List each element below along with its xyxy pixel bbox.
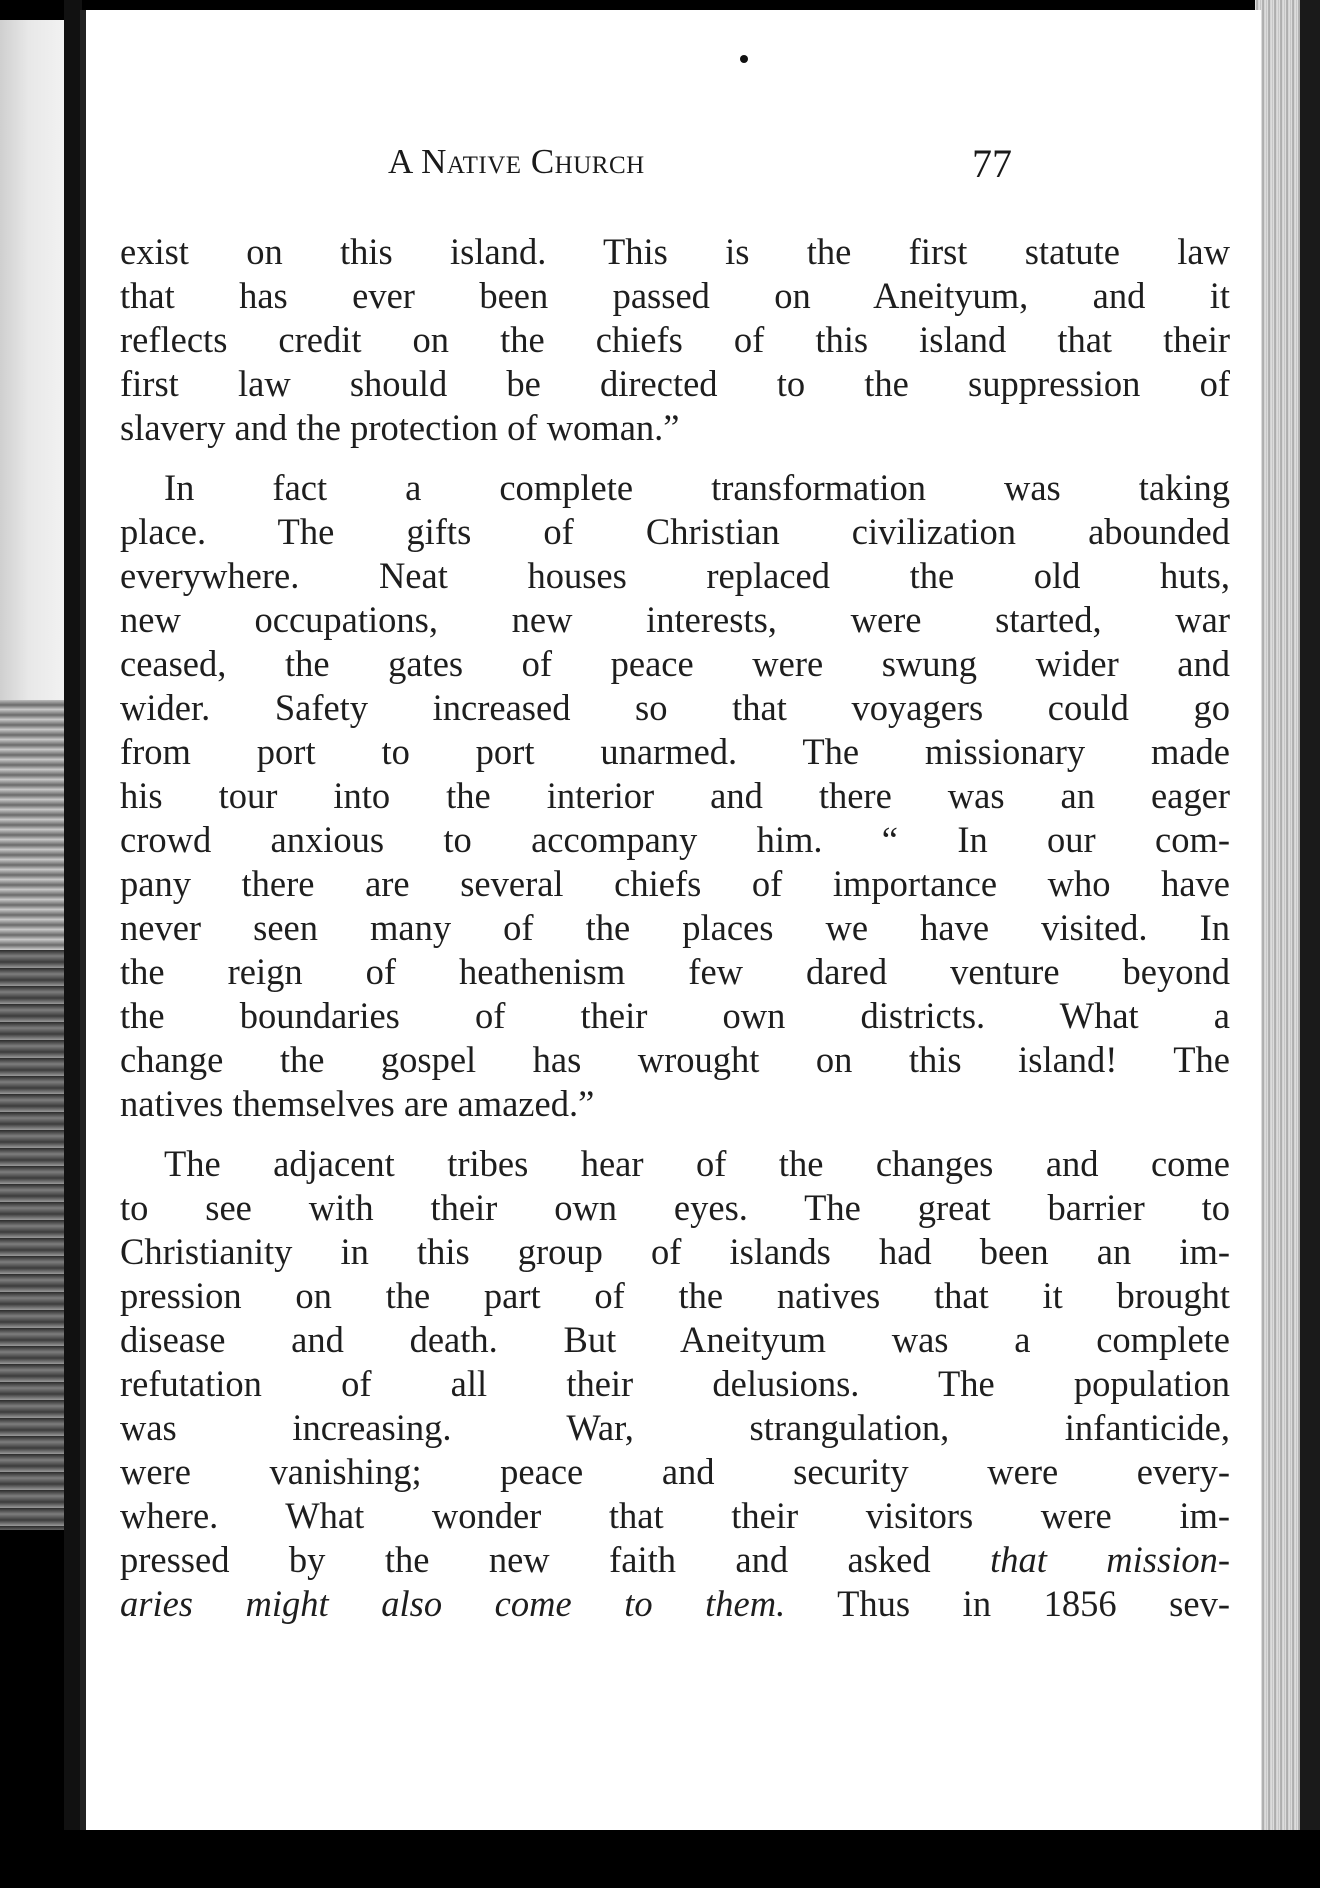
- text-line: where. What wonder that their visitors were im-: [120, 1495, 1230, 1536]
- text-line: first law should be directed to the suppression of: [120, 363, 1230, 404]
- text-line: were vanishing; peace and security were every-: [120, 1451, 1230, 1492]
- text-line-mixed: [120, 1582, 1230, 1626]
- text-line-paragraph-start: In fact a complete transformation was taking: [164, 467, 1230, 508]
- text-line: reflects credit on the chiefs of this island that their: [120, 319, 1230, 360]
- text-run: pressed by the new faith and asked: [120, 1539, 931, 1580]
- facing-page-photo-texture: [0, 700, 70, 950]
- text-line: the reign of heathenism few dared venture beyond: [120, 951, 1230, 992]
- text-line: disease and death. But Aneityum was a complete: [120, 1319, 1230, 1360]
- italic-run: that mission-: [990, 1539, 1230, 1580]
- text-run: Thus in 1856 sev-: [785, 1583, 1230, 1624]
- text-line: crowd anxious to accompany him. “ In our com-: [120, 819, 1230, 860]
- text-line: natives themselves are amazed.”: [120, 1083, 595, 1124]
- text-line: change the gospel has wrought on this island! The: [120, 1039, 1230, 1080]
- text-line: was increasing. War, strangulation, infanticide,: [120, 1407, 1230, 1448]
- text-line: ceased, the gates of peace were swung wider and: [120, 643, 1230, 684]
- text-line: new occupations, new interests, were started, war: [120, 599, 1230, 640]
- text-line: from port to port unarmed. The missionary made: [120, 731, 1230, 772]
- text-line: exist on this island. This is the first statute law: [120, 231, 1230, 272]
- facing-page-photo-dark: [0, 950, 70, 1530]
- scan-bottom-band: [0, 1830, 1320, 1888]
- text-line: never seen many of the places we have visited. In: [120, 907, 1230, 948]
- text-line: his tour into the interior and there was an eager: [120, 775, 1230, 816]
- page-number: 77: [972, 141, 1012, 186]
- text-line: pany there are several chiefs of importance who have: [120, 863, 1230, 904]
- text-line: slavery and the protection of woman.”: [120, 407, 680, 448]
- text-line: Christianity in this group of islands had been an im-: [120, 1231, 1230, 1272]
- page-edges-shadow: [1300, 0, 1320, 1888]
- italic-run: aries might also come to them.: [120, 1583, 786, 1624]
- text-line: pression on the part of the natives that it brought: [120, 1275, 1230, 1316]
- text-line: everywhere. Neat houses replaced the old huts,: [120, 555, 1230, 596]
- text-line: to see with their own eyes. The great barrier to: [120, 1187, 1230, 1228]
- text-line: wider. Safety increased so that voyagers could go: [120, 687, 1230, 728]
- text-line: that has ever been passed on Aneityum, and it: [120, 275, 1230, 316]
- text-line: the boundaries of their own districts. What a: [120, 995, 1230, 1036]
- running-head: A Native Church: [388, 142, 645, 181]
- text-line-paragraph-start: The adjacent tribes hear of the changes and come: [164, 1143, 1230, 1184]
- text-line-mixed: [120, 1538, 1230, 1582]
- print-speck: [740, 55, 748, 63]
- text-line: refutation of all their delusions. The population: [120, 1363, 1230, 1404]
- text-line: place. The gifts of Christian civilization abounded: [120, 511, 1230, 552]
